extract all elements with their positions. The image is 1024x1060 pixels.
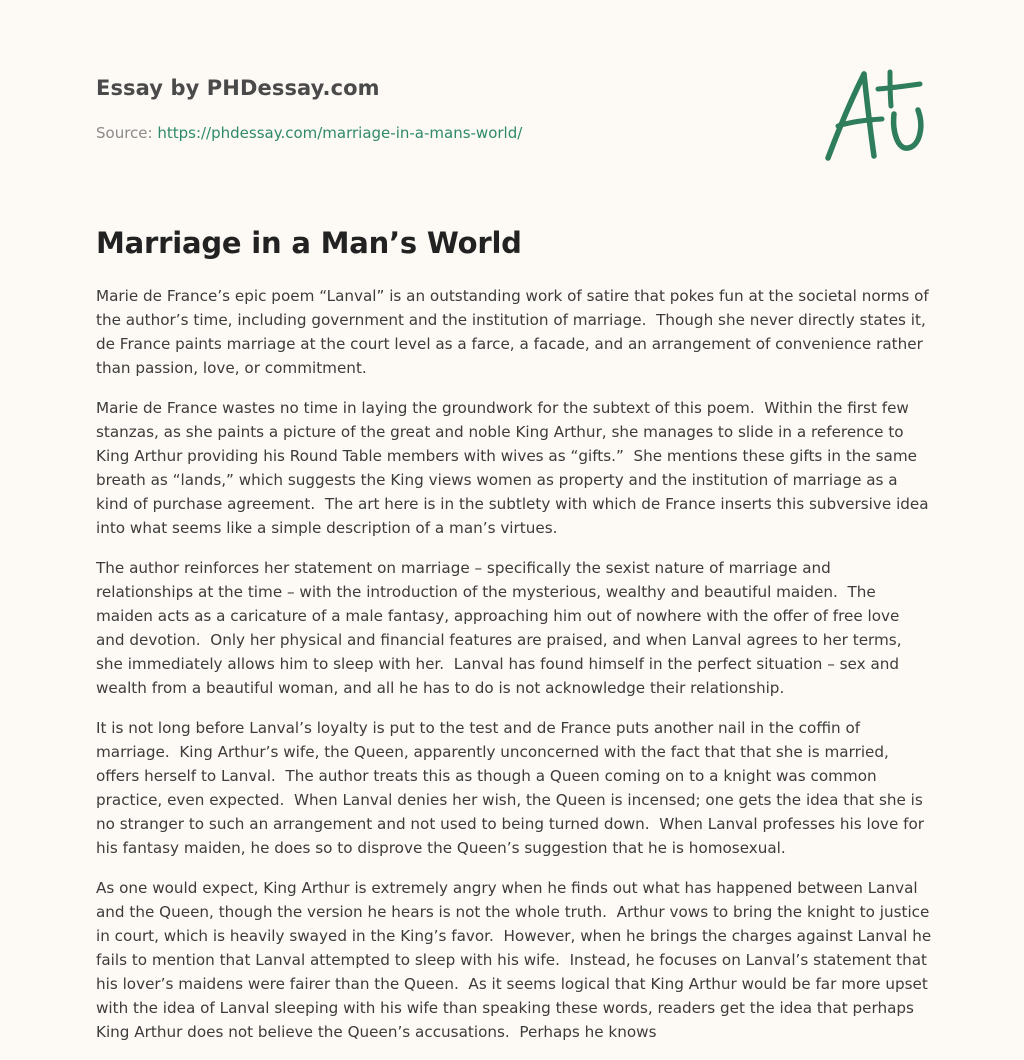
a-plus-logo-icon [818, 62, 934, 170]
source-link[interactable]: https://phdessay.com/marriage-in-a-mans-world/ [157, 124, 523, 142]
site-brand: Essay by PHDessay.com [96, 76, 380, 100]
essay-title: Marriage in a Man’s World [96, 226, 522, 260]
essay-paragraph: It is not long before Lanval’s loyalty is put to the test and de France puts another nail in the coffin of marriage. King Arthur’s wife, the Queen, apparently unconcerned with the fact that that she is married, offers herself to Lanval. The author treats this as though a Queen coming on to a knight was common practice, even expected. When Lanval denies her wish, the Queen is incensed; one gets the idea that she is no stranger to such an arrangement and not used to being turned down. When Lanval professes his love for his fantasy maiden, he does so to disprove the Queen’s suggestion that he is homosexual. [96, 719, 929, 857]
source-label: Source: [96, 124, 158, 142]
source-line [96, 124, 522, 142]
essay-paragraph: Marie de France’s epic poem “Lanval” is an outstanding work of satire that pokes fun at the societal norms of the author’s time, including government and the institution of marriage. Though she never directly states it, de France paints marriage at the court level as a farce, a facade, and an arrangement of convenience rather than passion, love, or commitment. [96, 287, 934, 377]
essay-paragraph: Marie de France wastes no time in laying the groundwork for the subtext of this poem. Within the first few stanzas, as she paints a picture of the great and noble King Arthur, she manages to slide in a reference to King Arthur providing his Round Table members with wives as “gifts.” She mentions these gifts in the same breath as “lands,” which suggests the King views women as property and the institution of marriage as a kind of purchase agreement. The art here is in the subtlety with which de France inserts this subversive idea into what seems like a simple description of a man’s virtues. [96, 399, 934, 537]
essay-body [96, 284, 937, 1060]
essay-paragraph: As one would expect, King Arthur is extremely angry when he finds out what has happened between Lanval and the Queen, though the version he hears is not the whole truth. Arthur vows to bring the knight to justice in court, which is heavily swayed in the King’s favor. However, when he brings the charges against Lanval he fails to mention that Lanval attempted to sleep with his wife. Instead, he focuses on Lanval’s statement that his lover’s maidens were fairer than the Queen. As it seems logical that King Arthur would be far more upset with the idea of Lanval sleeping with his wife than speaking these words, readers get the idea that perhaps King Arthur does not believe the Queen’s accusations. Perhaps he knows [96, 879, 937, 1041]
essay-paragraph: The author reinforces her statement on marriage – specifically the sexist nature of marriage and relationships at the time – with the introduction of the mysterious, wealthy and beautiful maiden. The maiden acts as a caricature of a male fantasy, approaching him out of nowhere with the offer of free love and devotion. Only her physical and financial features are praised, and when Lanval agrees to her terms, she immediately allows him to sleep with her. Lanval has found himself in the perfect situation – sex and wealth from a beautiful woman, and all he has to do is not acknowledge their relationship. [96, 559, 907, 697]
